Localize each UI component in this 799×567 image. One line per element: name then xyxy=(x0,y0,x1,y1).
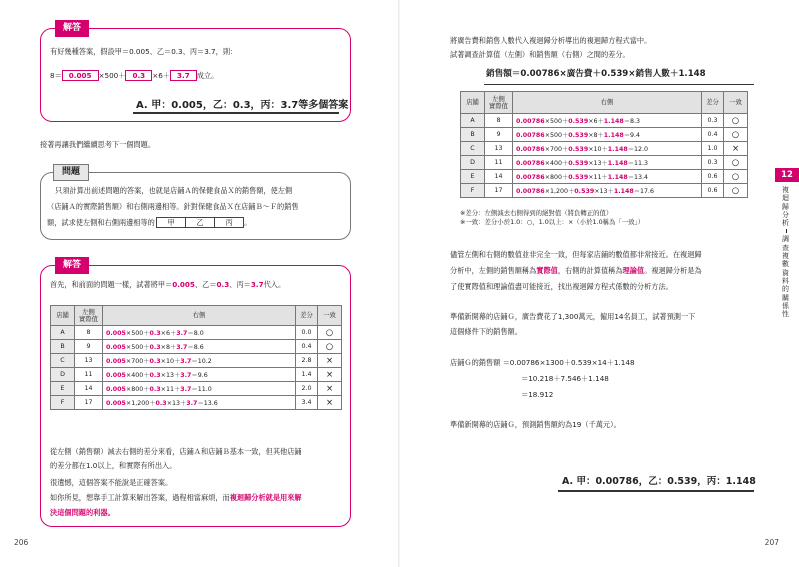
formula-part: 3.7 xyxy=(180,372,192,379)
transition-text: 接著再讓我們繼續思考下一個問題。 xyxy=(40,140,156,149)
table-row xyxy=(461,128,748,142)
equation-mid-1: ×500＋ xyxy=(98,71,126,80)
formula-part: ＝9.4 xyxy=(623,132,641,139)
formula-part: 0.539 xyxy=(568,174,589,181)
table-row xyxy=(461,156,748,170)
formula-part: ×800＋ xyxy=(544,174,569,181)
intro-value-3: 3.7 xyxy=(250,280,264,289)
calc-line-3: ＝18.912 xyxy=(521,390,554,399)
term-theoretical-value: 理論值 xyxy=(622,266,645,275)
formula-part: 0.539 xyxy=(568,146,589,153)
equation-mid-2: ×6＋ xyxy=(152,71,170,80)
formula-part: ＝12.0 xyxy=(627,146,649,153)
store-cell: C xyxy=(461,142,485,156)
table-row xyxy=(461,142,748,156)
formula-part: 0.539 xyxy=(568,118,589,125)
formula-part: ＝8.0 xyxy=(187,330,204,337)
formula-part: ＝11.3 xyxy=(627,160,649,167)
formula-cell xyxy=(513,170,702,184)
answer-value-b: 0.3 xyxy=(125,70,152,81)
formula-part: 0.539 xyxy=(568,132,589,139)
formula-part: 0.00786 xyxy=(516,174,545,181)
intro-part-d: 代入。 xyxy=(263,280,286,289)
answer-value-c: 3.7 xyxy=(170,70,197,81)
formula-part: ×800＋ xyxy=(125,386,150,393)
store-cell: F xyxy=(51,396,75,410)
actual-value-cell: 9 xyxy=(485,128,513,142)
question-line-1: 只須計算出前述問題的答案，也就是店鋪Ａ的保健食品Ｘ的銷售額，使左側 xyxy=(55,186,293,195)
regression-table xyxy=(460,91,748,198)
formula-cell xyxy=(103,382,296,396)
chapter-side-title xyxy=(782,186,792,318)
equation-suffix: 成立。 xyxy=(196,71,219,80)
formula-part: ×10＋ xyxy=(160,358,181,365)
calc-line-1: 店鋪Ｇ的銷售額 ＝0.00786×1300＋0.539×14＋1.148 xyxy=(450,358,635,367)
diff-cell: 2.0 xyxy=(296,382,318,396)
formula-part: ＝13.6 xyxy=(197,400,218,407)
match-cell: × xyxy=(318,396,342,410)
note-match: ※一致：差分小於1.0：○，1.0以上：×（小於1.0稱為「一致」） xyxy=(460,218,645,226)
formula-part: ＝8.3 xyxy=(623,118,641,125)
diff-cell: 0.3 xyxy=(702,114,724,128)
table-row xyxy=(51,368,342,382)
col-store: 店鋪 xyxy=(51,306,75,326)
formula-part: ×700＋ xyxy=(125,358,150,365)
formula-cell xyxy=(513,142,702,156)
intro-part-a: 首先，和前面的問題一樣，試著將甲＝ xyxy=(50,280,173,289)
match-cell: × xyxy=(318,354,342,368)
formula-part: 0.005 xyxy=(106,372,126,379)
answer-intro: 有好幾種答案，假設甲＝0.005、乙＝0.3、丙＝3.7，則： xyxy=(50,47,238,56)
col-right: 右側 xyxy=(513,92,702,114)
match-cell: × xyxy=(724,142,748,156)
formula-part: 1.148 xyxy=(603,118,624,125)
formula-part: ×700＋ xyxy=(544,146,569,153)
formula-part: ×11＋ xyxy=(160,386,181,393)
answer-underline xyxy=(133,112,339,114)
formula-part: 0.3 xyxy=(155,400,167,407)
store-cell: F xyxy=(461,184,485,198)
actual-value-cell: 13 xyxy=(75,354,103,368)
formula-part: ×13＋ xyxy=(588,160,608,167)
table-row xyxy=(51,354,342,368)
diff-cell: 0.6 xyxy=(702,184,724,198)
match-cell: ○ xyxy=(724,184,748,198)
diff-cell: 0.4 xyxy=(296,340,318,354)
formula-part: ×400＋ xyxy=(544,160,569,167)
diff-cell: 0.3 xyxy=(702,156,724,170)
diff-cell: 0.6 xyxy=(702,170,724,184)
formula-part: 0.539 xyxy=(568,160,589,167)
right-table-body xyxy=(461,114,748,198)
answer-tag-2: 解答 xyxy=(55,257,89,274)
formula-part: ＝11.0 xyxy=(191,386,212,393)
para-1-line-1: 儘管左側和右側的數值並非完全一致，但每家店鋪的數值都非常接近。在複迴歸 xyxy=(450,250,702,259)
side-title-divider xyxy=(786,229,792,233)
para-1b-text: 分析中，左側的銷售額稱為 xyxy=(450,266,537,275)
formula-part: ×6＋ xyxy=(160,330,177,337)
right-intro-1: 將廣告費和銷售人數代入複迴歸分析導出的複迴歸方程式當中。 xyxy=(450,36,652,45)
formula-part: 3.7 xyxy=(186,400,198,407)
formula-part: 1.148 xyxy=(603,132,624,139)
formula-part: ×500＋ xyxy=(544,132,569,139)
answer-2-intro xyxy=(50,279,285,290)
page-number-left: 206 xyxy=(14,538,29,547)
left-page xyxy=(0,0,399,567)
formula-part: 0.539 xyxy=(574,188,595,195)
answer-2-para-4 xyxy=(50,492,302,503)
formula-part: ＝9.6 xyxy=(191,372,208,379)
table-row xyxy=(461,114,748,128)
formula-cell xyxy=(103,368,296,382)
chapter-number-tab: 12 xyxy=(775,168,799,182)
table-row xyxy=(461,184,748,198)
store-cell: D xyxy=(461,156,485,170)
formula-part: 3.7 xyxy=(176,330,188,337)
question-line-3-end: 。 xyxy=(244,218,252,227)
diff-cell: 3.4 xyxy=(296,396,318,410)
formula-part: 0.005 xyxy=(106,330,126,337)
para-4-text: 如你所見，想靠手工計算來解出答案，過程相當麻煩，而 xyxy=(50,493,230,502)
formula-part: 0.3 xyxy=(149,372,161,379)
final-answer: A. 甲：0.00786，乙：0.539，丙：1.148 xyxy=(562,476,756,487)
table-row xyxy=(51,326,342,340)
match-cell: ○ xyxy=(724,170,748,184)
blank-box-1: 甲 xyxy=(156,217,186,228)
table-header-row xyxy=(51,306,342,326)
diff-cell: 1.4 xyxy=(296,368,318,382)
formula-part: ×13＋ xyxy=(160,372,181,379)
diff-cell: 1.0 xyxy=(702,142,724,156)
formula-part: ×11＋ xyxy=(588,174,608,181)
question-line-3 xyxy=(47,217,251,228)
para-1b-mid: ，右側的計算值稱為 xyxy=(557,266,623,275)
diff-cell: 2.8 xyxy=(296,354,318,368)
match-cell: ○ xyxy=(724,128,748,142)
answer-2-para-1: 從左側（銷售額）減去右側的差分來看，店鋪Ａ和店鋪Ｂ基本一致，但其他店鋪 xyxy=(50,447,302,456)
right-intro-2: 試著調查計算值（左側）和銷售額（右側）之間的差分。 xyxy=(450,50,630,59)
match-cell: ○ xyxy=(724,114,748,128)
table-row xyxy=(461,170,748,184)
actual-value-cell: 13 xyxy=(485,142,513,156)
table-row xyxy=(51,382,342,396)
para-4-highlight: 複迴歸分析就是用來解 xyxy=(229,493,302,502)
formula-part: 0.005 xyxy=(106,344,126,351)
col-left: 左側 實際值 xyxy=(75,306,103,326)
formula-part: 0.00786 xyxy=(516,188,545,195)
formula-part: 3.7 xyxy=(176,344,188,351)
table-row xyxy=(51,340,342,354)
actual-value-cell: 11 xyxy=(485,156,513,170)
note-diff: ※差分：左側減去右側得到的絕對值（將負轉正的值） xyxy=(460,209,613,217)
side-title-b: 調查複數資料的關係性 xyxy=(782,235,789,319)
store-cell: B xyxy=(51,340,75,354)
answer-2-para-2: 的差分都在1.0以上，和實際有所出入。 xyxy=(50,461,177,470)
para-3: 準備新開幕的店鋪Ｇ，預測銷售額約為19（千萬元）。 xyxy=(450,420,621,429)
formula-cell xyxy=(103,396,296,410)
col-diff: 差分 xyxy=(702,92,724,114)
actual-value-cell: 17 xyxy=(485,184,513,198)
actual-value-cell: 14 xyxy=(485,170,513,184)
formula-cell xyxy=(513,114,702,128)
formula-cell xyxy=(513,156,702,170)
page-number-right: 207 xyxy=(764,538,779,547)
para-1-line-3: 了使實際值和理論值盡可能接近，找出複迴歸方程式係數的分析方法。 xyxy=(450,282,673,291)
intro-part-c: 、丙＝ xyxy=(229,280,251,289)
right-page xyxy=(400,0,799,567)
formula-part: 1.148 xyxy=(607,174,628,181)
equation-prefix: 8＝ xyxy=(50,71,62,80)
intro-value-2: 0.3 xyxy=(216,280,230,289)
formula-part: 0.005 xyxy=(106,386,126,393)
para-2-line-1: 準備新開幕的店鋪Ｇ，廣告費花了1,300萬元，僱用14名員工，試著預測一下 xyxy=(450,312,696,321)
answer-2-para-5: 決這個問題的利器。 xyxy=(50,508,115,517)
answer-box-1 xyxy=(40,23,351,122)
formula-part: ×400＋ xyxy=(125,372,150,379)
formula-part: 1.148 xyxy=(613,188,634,195)
match-cell: ○ xyxy=(318,340,342,354)
store-cell: A xyxy=(461,114,485,128)
match-cell: × xyxy=(318,382,342,396)
col-match: 一致 xyxy=(724,92,748,114)
term-actual-value: 實際值 xyxy=(536,266,558,275)
formula-part: ×500＋ xyxy=(125,344,150,351)
blank-box-3: 丙 xyxy=(214,217,244,228)
answer-statement: A. 甲：0.005，乙：0.3，丙：3.7等多個答案 xyxy=(136,100,349,111)
formula-part: 0.3 xyxy=(149,386,161,393)
formula-part: 0.00786 xyxy=(516,132,545,139)
trial-table xyxy=(50,305,342,410)
formula-part: 3.7 xyxy=(180,358,192,365)
formula-part: ×6＋ xyxy=(588,118,604,125)
intro-part-b: 、乙＝ xyxy=(194,280,217,289)
formula-underline xyxy=(484,84,754,85)
formula-cell xyxy=(103,326,296,340)
formula-part: 0.00786 xyxy=(516,160,545,167)
formula-part: 0.00786 xyxy=(516,118,545,125)
store-cell: E xyxy=(461,170,485,184)
match-cell: ○ xyxy=(318,326,342,340)
col-right: 右側 xyxy=(103,306,296,326)
intro-value-1: 0.005 xyxy=(172,280,195,289)
answer-tag: 解答 xyxy=(55,20,89,37)
col-diff: 差分 xyxy=(296,306,318,326)
answer-2-para-3: 很遺憾，這個答案不能說是正確答案。 xyxy=(50,478,173,487)
store-cell: C xyxy=(51,354,75,368)
formula-part: 0.3 xyxy=(149,358,161,365)
store-cell: A xyxy=(51,326,75,340)
formula-part: 0.3 xyxy=(149,330,161,337)
formula-part: 1.148 xyxy=(607,160,628,167)
formula-part: 3.7 xyxy=(180,386,192,393)
table-header-row xyxy=(461,92,748,114)
question-line-2: （店鋪Ａ的實際銷售額）和右側兩邊相等。針對保健食品Ｘ在店鋪Ｂ〜Ｆ的銷售 xyxy=(47,202,299,211)
formula-cell xyxy=(513,184,702,198)
regression-formula: 銷售額＝0.00786×廣告費＋0.539×銷售人數＋1.148 xyxy=(486,69,706,79)
formula-cell xyxy=(513,128,702,142)
actual-value-cell: 17 xyxy=(75,396,103,410)
formula-cell xyxy=(103,340,296,354)
question-line-3-text: 額，試求使左側和右側兩邊相等的 xyxy=(47,218,155,227)
formula-part: 0.005 xyxy=(106,358,126,365)
formula-part: ＝17.6 xyxy=(633,188,655,195)
formula-part: ＝13.4 xyxy=(627,174,649,181)
para-1-line-2 xyxy=(450,265,702,276)
formula-part: 0.00786 xyxy=(516,146,545,153)
formula-part: 0.3 xyxy=(149,344,161,351)
col-left: 左側 實際值 xyxy=(485,92,513,114)
actual-value-cell: 11 xyxy=(75,368,103,382)
store-cell: E xyxy=(51,382,75,396)
formula-part: 0.005 xyxy=(106,400,126,407)
formula-cell xyxy=(103,354,296,368)
formula-part: ×500＋ xyxy=(125,330,150,337)
diff-cell: 0.0 xyxy=(296,326,318,340)
answer-equation xyxy=(50,70,218,81)
formula-part: ×10＋ xyxy=(588,146,608,153)
formula-part: ＝10.2 xyxy=(191,358,212,365)
question-tag: 問題 xyxy=(53,164,89,181)
final-answer-underline xyxy=(558,490,754,492)
formula-part: ×500＋ xyxy=(544,118,569,125)
actual-value-cell: 8 xyxy=(75,326,103,340)
formula-part: ×1,200＋ xyxy=(125,400,156,407)
diff-cell: 0.4 xyxy=(702,128,724,142)
blank-box-2: 乙 xyxy=(185,217,215,228)
para-2-line-2: 這個條件下的銷售額。 xyxy=(450,327,522,336)
left-table-body xyxy=(51,326,342,410)
match-cell: × xyxy=(318,368,342,382)
col-match: 一致 xyxy=(318,306,342,326)
formula-part: ×13＋ xyxy=(166,400,187,407)
formula-part: ×8＋ xyxy=(160,344,177,351)
question-box xyxy=(40,167,351,240)
actual-value-cell: 8 xyxy=(485,114,513,128)
store-cell: B xyxy=(461,128,485,142)
actual-value-cell: 14 xyxy=(75,382,103,396)
formula-part: ＝8.6 xyxy=(187,344,204,351)
match-cell: ○ xyxy=(724,156,748,170)
col-store: 店鋪 xyxy=(461,92,485,114)
formula-part: 1.148 xyxy=(607,146,628,153)
answer-value-a: 0.005 xyxy=(62,70,99,81)
table-row xyxy=(51,396,342,410)
para-1b-end: 。複迴歸分析是為 xyxy=(644,266,702,275)
formula-part: ×8＋ xyxy=(588,132,604,139)
store-cell: D xyxy=(51,368,75,382)
formula-part: ×13＋ xyxy=(594,188,614,195)
actual-value-cell: 9 xyxy=(75,340,103,354)
formula-part: ×1,200＋ xyxy=(544,188,575,195)
calc-line-2: ＝10.218＋7.546＋1.148 xyxy=(521,374,609,383)
side-title-a: 複迴歸分析 xyxy=(782,186,789,228)
